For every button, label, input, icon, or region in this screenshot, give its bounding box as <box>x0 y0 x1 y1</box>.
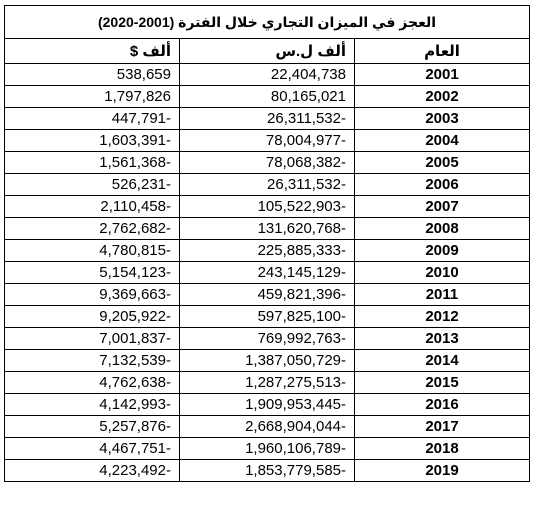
cell-syp: 1,909,953,445- <box>180 394 355 416</box>
table-row <box>5 284 530 306</box>
table-row <box>5 86 530 108</box>
cell-syp: 22,404,738 <box>180 64 355 86</box>
cell-year: 2001 <box>355 64 530 86</box>
cell-syp: 225,885,333- <box>180 240 355 262</box>
cell-syp: 1,960,106,789- <box>180 438 355 460</box>
table-row <box>5 64 530 86</box>
header-usd: ألف $ <box>5 39 180 64</box>
title-row <box>5 6 530 39</box>
cell-syp: 1,287,275,513- <box>180 372 355 394</box>
cell-syp: 459,821,396- <box>180 284 355 306</box>
cell-year: 2009 <box>355 240 530 262</box>
table-row <box>5 306 530 328</box>
cell-syp: 243,145,129- <box>180 262 355 284</box>
cell-usd: 7,001,837- <box>5 328 180 350</box>
table-row <box>5 218 530 240</box>
cell-usd: 4,223,492- <box>5 460 180 482</box>
cell-year: 2013 <box>355 328 530 350</box>
cell-year: 2018 <box>355 438 530 460</box>
cell-usd: 4,762,638- <box>5 372 180 394</box>
table-row <box>5 152 530 174</box>
table-row <box>5 416 530 438</box>
cell-usd: 1,561,368- <box>5 152 180 174</box>
cell-usd: 2,762,682- <box>5 218 180 240</box>
cell-syp: 26,311,532- <box>180 108 355 130</box>
cell-syp: 26,311,532- <box>180 174 355 196</box>
cell-syp: 80,165,021 <box>180 86 355 108</box>
cell-year: 2006 <box>355 174 530 196</box>
cell-usd: 538,659 <box>5 64 180 86</box>
cell-syp: 1,387,050,729- <box>180 350 355 372</box>
cell-usd: 5,154,123- <box>5 262 180 284</box>
cell-year: 2011 <box>355 284 530 306</box>
cell-year: 2014 <box>355 350 530 372</box>
cell-usd: 4,780,815- <box>5 240 180 262</box>
cell-year: 2015 <box>355 372 530 394</box>
cell-year: 2008 <box>355 218 530 240</box>
table-row <box>5 240 530 262</box>
table-row <box>5 328 530 350</box>
table-row <box>5 460 530 482</box>
cell-syp: 597,825,100- <box>180 306 355 328</box>
cell-year: 2002 <box>355 86 530 108</box>
cell-usd: 526,231- <box>5 174 180 196</box>
trade-deficit-table <box>4 5 530 482</box>
cell-usd: 1,603,391- <box>5 130 180 152</box>
cell-year: 2016 <box>355 394 530 416</box>
table-row <box>5 394 530 416</box>
header-year: العام <box>355 39 530 64</box>
cell-syp: 2,668,904,044- <box>180 416 355 438</box>
table-row <box>5 174 530 196</box>
cell-year: 2012 <box>355 306 530 328</box>
cell-usd: 7,132,539- <box>5 350 180 372</box>
header-row <box>5 39 530 64</box>
table-row <box>5 438 530 460</box>
cell-usd: 4,142,993- <box>5 394 180 416</box>
table-body <box>5 6 530 482</box>
cell-usd: 4,467,751- <box>5 438 180 460</box>
cell-usd: 1,797,826 <box>5 86 180 108</box>
cell-usd: 9,205,922- <box>5 306 180 328</box>
table-row <box>5 196 530 218</box>
table-row <box>5 130 530 152</box>
header-syp: ألف ل.س <box>180 39 355 64</box>
cell-year: 2017 <box>355 416 530 438</box>
cell-usd: 5,257,876- <box>5 416 180 438</box>
table-row <box>5 372 530 394</box>
cell-syp: 769,992,763- <box>180 328 355 350</box>
cell-syp: 105,522,903- <box>180 196 355 218</box>
table-row <box>5 108 530 130</box>
cell-year: 2019 <box>355 460 530 482</box>
table-row <box>5 350 530 372</box>
cell-syp: 78,004,977- <box>180 130 355 152</box>
cell-year: 2007 <box>355 196 530 218</box>
table-row <box>5 262 530 284</box>
cell-usd: 447,791- <box>5 108 180 130</box>
cell-syp: 131,620,768- <box>180 218 355 240</box>
cell-year: 2003 <box>355 108 530 130</box>
cell-usd: 9,369,663- <box>5 284 180 306</box>
cell-syp: 1,853,779,585- <box>180 460 355 482</box>
trade-deficit-sheet <box>4 5 530 482</box>
cell-year: 2010 <box>355 262 530 284</box>
table-title: العجز في الميزان التجاري خلال الفترة (2001-2020) <box>5 6 530 39</box>
cell-year: 2005 <box>355 152 530 174</box>
cell-year: 2004 <box>355 130 530 152</box>
cell-usd: 2,110,458- <box>5 196 180 218</box>
cell-syp: 78,068,382- <box>180 152 355 174</box>
